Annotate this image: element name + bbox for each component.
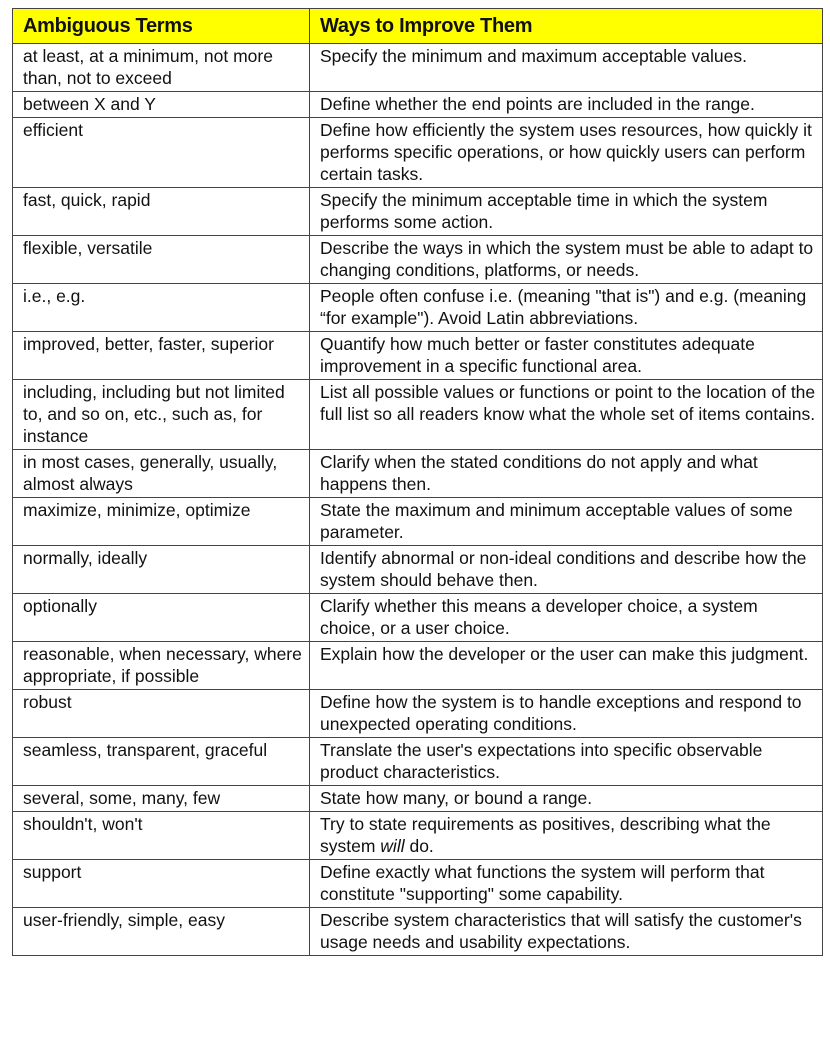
term-cell: several, some, many, few xyxy=(13,786,310,812)
term-cell: reasonable, when necessary, where appropriate, if possible xyxy=(13,642,310,690)
table-row xyxy=(13,812,823,860)
improve-cell: Define how efficiently the system uses resources, how quickly it performs specific operations, or how quickly users can perform certain tasks. xyxy=(310,118,823,188)
table-row xyxy=(13,332,823,380)
table-row xyxy=(13,118,823,188)
improve-cell: Identify abnormal or non-ideal conditions and describe how the system should behave then. xyxy=(310,546,823,594)
table-row xyxy=(13,546,823,594)
improve-cell: People often confuse i.e. (meaning "that is") and e.g. (meaning “for example"). Avoid Latin abbreviations. xyxy=(310,284,823,332)
table-row xyxy=(13,380,823,450)
improve-cell: Describe the ways in which the system must be able to adapt to changing conditions, platforms, or needs. xyxy=(310,236,823,284)
improve-cell xyxy=(310,812,823,860)
table-row xyxy=(13,236,823,284)
table-row xyxy=(13,188,823,236)
term-cell: shouldn't, won't xyxy=(13,812,310,860)
term-cell: user-friendly, simple, easy xyxy=(13,908,310,956)
term-cell: seamless, transparent, graceful xyxy=(13,738,310,786)
table-row xyxy=(13,594,823,642)
table-row xyxy=(13,284,823,332)
term-cell: efficient xyxy=(13,118,310,188)
term-cell: improved, better, faster, superior xyxy=(13,332,310,380)
improve-cell: Define whether the end points are included in the range. xyxy=(310,92,823,118)
improve-text-end: do. xyxy=(404,836,434,856)
improve-cell: List all possible values or functions or point to the location of the full list so all readers know what the whole set of items contains. xyxy=(310,380,823,450)
table-header-row xyxy=(13,9,823,44)
table-row xyxy=(13,450,823,498)
improve-cell: Clarify when the stated conditions do not apply and what happens then. xyxy=(310,450,823,498)
term-cell: including, including but not limited to, and so on, etc., such as, for instance xyxy=(13,380,310,450)
term-cell: in most cases, generally, usually, almost always xyxy=(13,450,310,498)
term-cell: robust xyxy=(13,690,310,738)
improve-cell: Specify the minimum acceptable time in which the system performs some action. xyxy=(310,188,823,236)
improve-cell: Translate the user's expectations into specific observable product characteristics. xyxy=(310,738,823,786)
term-cell: normally, ideally xyxy=(13,546,310,594)
improve-cell: Define how the system is to handle exceptions and respond to unexpected operating conditions. xyxy=(310,690,823,738)
improve-text-emphasis: will xyxy=(380,836,405,856)
improve-cell: Quantify how much better or faster constitutes adequate improvement in a specific functional area. xyxy=(310,332,823,380)
table-row xyxy=(13,690,823,738)
term-cell: maximize, minimize, optimize xyxy=(13,498,310,546)
header-ways-to-improve: Ways to Improve Them xyxy=(310,9,823,44)
term-cell: i.e., e.g. xyxy=(13,284,310,332)
term-cell: optionally xyxy=(13,594,310,642)
term-cell: at least, at a minimum, not more than, not to exceed xyxy=(13,44,310,92)
table-row xyxy=(13,642,823,690)
improve-cell: State the maximum and minimum acceptable values of some parameter. xyxy=(310,498,823,546)
term-cell: flexible, versatile xyxy=(13,236,310,284)
improve-cell: Specify the minimum and maximum acceptable values. xyxy=(310,44,823,92)
improve-text-start: Try to state requirements as positives, describing what the system xyxy=(320,814,771,856)
improve-cell: State how many, or bound a range. xyxy=(310,786,823,812)
table-row xyxy=(13,498,823,546)
table-row xyxy=(13,738,823,786)
table-row xyxy=(13,44,823,92)
table-row xyxy=(13,908,823,956)
term-cell: fast, quick, rapid xyxy=(13,188,310,236)
table-row xyxy=(13,860,823,908)
improve-cell: Describe system characteristics that will satisfy the customer's usage needs and usability expectations. xyxy=(310,908,823,956)
improve-cell: Explain how the developer or the user can make this judgment. xyxy=(310,642,823,690)
table-row xyxy=(13,92,823,118)
table-row xyxy=(13,786,823,812)
improve-cell: Define exactly what functions the system will perform that constitute "supporting" some capability. xyxy=(310,860,823,908)
ambiguous-terms-table xyxy=(12,8,823,956)
header-ambiguous-terms: Ambiguous Terms xyxy=(13,9,310,44)
term-cell: between X and Y xyxy=(13,92,310,118)
term-cell: support xyxy=(13,860,310,908)
improve-cell: Clarify whether this means a developer choice, a system choice, or a user choice. xyxy=(310,594,823,642)
